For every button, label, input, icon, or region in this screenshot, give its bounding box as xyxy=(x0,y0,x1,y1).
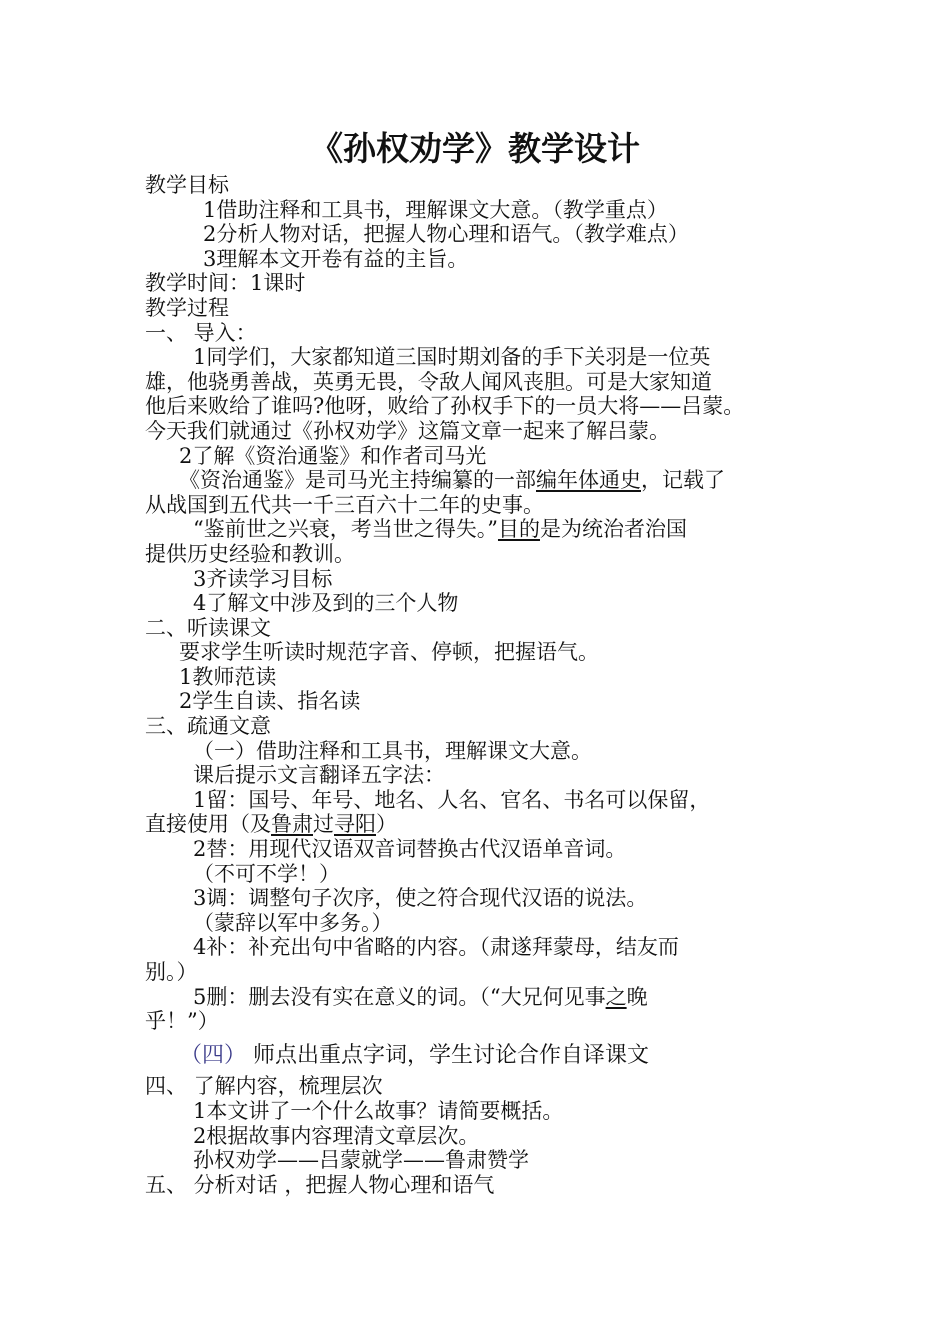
process-heading: 教学过程 xyxy=(145,295,229,320)
paragraph-line xyxy=(145,812,825,837)
section-3-heading: 三、疏通文意 xyxy=(145,714,271,739)
teaching-time: 教学时间：1课时 xyxy=(145,271,306,296)
text-run: 晚 xyxy=(626,984,648,1009)
paragraph-line: 2了解《资治通鉴》和作者司马光 xyxy=(179,443,487,468)
paragraph-line: 2替：用现代汉语双音词替换古代汉语单音词。 xyxy=(193,837,627,862)
paragraph-line: 4补：补充出句中省略的内容。（肃遂拜蒙母，结友而 xyxy=(193,935,679,960)
paragraph-line: （一）借助注释和工具书，理解课文大意。 xyxy=(193,738,592,763)
paragraph-line: 1同学们，大家都知道三国时期刘备的手下关羽是一位英 xyxy=(193,345,711,370)
paragraph-line xyxy=(145,517,825,542)
paragraph-line: 别。） xyxy=(145,960,198,984)
paragraph-line: 3调：调整句子次序，使之符合现代汉语的说法。 xyxy=(193,886,648,911)
text-run: 师点出重点字词，学生讨论合作自译课文 xyxy=(246,1042,650,1068)
paragraph-line: （蒙辞以军中多务。） xyxy=(193,910,393,935)
paragraph-line: 雄，他骁勇善战，英勇无畏，令敌人闻风丧胆。可是大家知道 xyxy=(145,369,712,394)
section-1-heading: 一、 导入： xyxy=(145,320,257,345)
paragraph-line xyxy=(145,468,825,493)
paragraph-line: 1本文讲了一个什么故事？请简要概括。 xyxy=(193,1098,564,1123)
section-4-heading: 四、 了解内容，梳理层次 xyxy=(145,1074,383,1099)
goal-item: 1借助注释和工具书，理解课文大意。（教学重点） xyxy=(203,197,668,222)
text-run: 《资治通鉴》是司马光主持编纂的一部 xyxy=(179,468,536,493)
paragraph-line: 4了解文中涉及到的三个人物 xyxy=(193,591,459,616)
goals-heading: 教学目标 xyxy=(145,173,229,197)
underlined-term: 目的 xyxy=(497,517,540,542)
text-run: ，记载了 xyxy=(641,468,725,493)
underlined-term: 之 xyxy=(605,984,627,1009)
paragraph-line: 孙权劝学——吕蒙就学——鲁肃赞学 xyxy=(193,1148,529,1173)
paragraph-line: 他后来败给了谁吗?他呀，败给了孙权手下的一员大将——吕蒙。 xyxy=(145,394,745,419)
paragraph-line: 乎！”） xyxy=(145,1009,219,1034)
paragraph-line: 1教师范读 xyxy=(179,664,277,689)
subsection-number: （四） xyxy=(180,1042,247,1068)
text-run: 5删：删去没有实在意义的词。（“大兄何见事 xyxy=(193,984,606,1009)
goal-item: 2分析人物对话，把握人物心理和语气。（教学难点） xyxy=(203,222,689,247)
underlined-term: 编年体通史 xyxy=(536,468,641,493)
document-body xyxy=(145,173,825,1197)
paragraph-line: 2根据故事内容理清文章层次。 xyxy=(193,1123,480,1148)
section-2-heading: 二、听读课文 xyxy=(145,615,271,640)
text-run: 是为统治者治国 xyxy=(539,517,687,542)
text-run: 直接使用（及 xyxy=(145,812,271,837)
goal-item: 3理解本文开卷有益的主旨。 xyxy=(203,246,469,271)
text-run: 过 xyxy=(313,812,334,837)
text-run: “鉴前世之兴衰，考当世之得失。” xyxy=(193,517,498,542)
subsection-4-line xyxy=(145,1044,825,1069)
section-5-heading: 五、 分析对话 ，把握人物心理和语气 xyxy=(145,1172,495,1197)
paragraph-line: （不可不学！） xyxy=(193,861,340,886)
text-run: ） xyxy=(376,812,397,837)
paragraph-line: 课后提示文言翻译五字法： xyxy=(193,763,445,788)
paragraph-line: 从战国到五代共一千三百六十二年的史事。 xyxy=(145,492,544,517)
paragraph-line: 3齐读学习目标 xyxy=(193,566,333,591)
paragraph-line: 今天我们就通过《孙权劝学》这篇文章一起来了解吕蒙。 xyxy=(145,418,670,443)
paragraph-line: 2学生自读、指名读 xyxy=(179,689,361,714)
underlined-term: 鲁肃 xyxy=(271,812,313,837)
page-title: 《孙权劝学》教学设计 xyxy=(310,129,640,168)
paragraph-line: 要求学生听读时规范字音、停顿，把握语气。 xyxy=(179,640,599,665)
paragraph-line: 提供历史经验和教训。 xyxy=(145,541,355,566)
paragraph-line xyxy=(145,985,825,1010)
paragraph-line: 1留：国号、年号、地名、人名、官名、书名可以保留， xyxy=(193,787,711,812)
underlined-term: 寻阳 xyxy=(334,812,376,837)
